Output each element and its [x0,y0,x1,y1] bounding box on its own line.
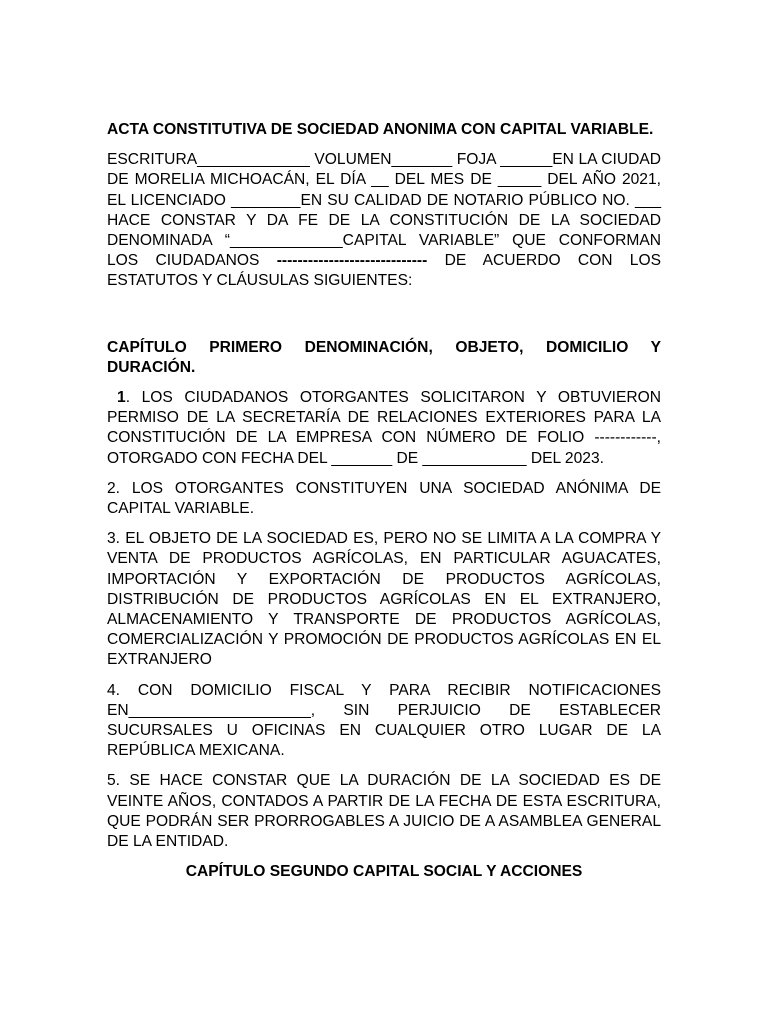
clause-3: 3. EL OBJETO DE LA SOCIEDAD ES, PERO NO SE LIMITA A LA COMPRA Y VENTA DE PRODUCTOS AGRÍCOLAS, EN PARTICULAR AGUACATES, IMPORTACIÓN Y EXPORTACIÓN DE PRODUCTOS AGRÍCOLAS, DISTRIBUCIÓN DE PRODUCTOS AGRÍCOLAS EN EL EXTRANJERO, ALMACENAMIENTO Y TRANSPORTE DE PRODUCTOS AGRÍCOLAS, COMERCIALIZACIÓN Y PROMOCIÓN DE PRODUCTOS AGRÍCOLAS EN EL EXTRANJERO [107,530,661,669]
intro-text-part1: ESCRITURA_____________ VOLUMEN_______ FOJA ______EN LA CIUDAD DE MORELIA MICHOACÁN, EL DÍA __ DEL MES DE _____ DEL AÑO 2021, EL LICENCIADO ________EN SU CALIDAD DE NOTARIO PÚBLICO NO. ___ HACE CONSTAR Y DA FE DE LA CONSTITUCIÓN DE LA SOCIEDAD DENOMINADA “_____________CAPITAL VARIABLE” QUE CONFORMAN LOS CIUDADANOS [107,151,661,270]
intro-paragraph [107,150,661,291]
clause-1-text: . LOS CIUDADANOS OTORGANTES SOLICITARON Y OBTUVIERON PERMISO DE LA SECRETARÍA DE RELACIONES EXTERIORES PARA LA CONSTITUCIÓN DE LA EMPRESA CON NÚMERO DE FOLIO ------------, OTORGADO CON FECHA DEL _______ DE ____________ DEL 2023. [107,389,661,467]
clause-1 [107,388,661,469]
document-body [107,120,661,883]
document-title: ACTA CONSTITUTIVA DE SOCIEDAD ANONIMA CON CAPITAL VARIABLE. [107,121,654,138]
clause-2: 2. LOS OTORGANTES CONSTITUYEN UNA SOCIEDAD ANÓNIMA DE CAPITAL VARIABLE. [107,479,661,518]
clause-5: 5. SE HACE CONSTAR QUE LA DURACIÓN DE LA SOCIEDAD ES DE VEINTE AÑOS, CONTADOS A PARTIR DE LA FECHA DE ESTA ESCRITURA, QUE PODRÁN SER PRORROGABLES A JUICIO DE A ASAMBLEA GENERAL DE LA ENTIDAD. [107,772,661,851]
chapter-two-heading: CAPÍTULO SEGUNDO CAPITAL SOCIAL Y ACCIONES [185,863,583,881]
intro-dashes: ----------------------------- [276,252,428,270]
chapter-one-heading: CAPÍTULO PRIMERO DENOMINACIÓN, OBJETO, DOMICILIO Y DURACIÓN. [107,338,661,376]
intro-text-part2: DE ACUERDO CON LOS ESTATUTOS Y CLÁUSULAS SIGUIENTES: [107,252,662,290]
clause-4: 4. CON DOMICILIO FISCAL Y PARA RECIBIR NOTIFICACIONES EN_____________________, SIN PERJUICIO DE ESTABLECER SUCURSALES U OFICINAS EN CUALQUIER OTRO LUGAR DE LA REPÚBLICA MEXICANA. [107,681,661,760]
clause-1-number: 1 [117,389,126,407]
